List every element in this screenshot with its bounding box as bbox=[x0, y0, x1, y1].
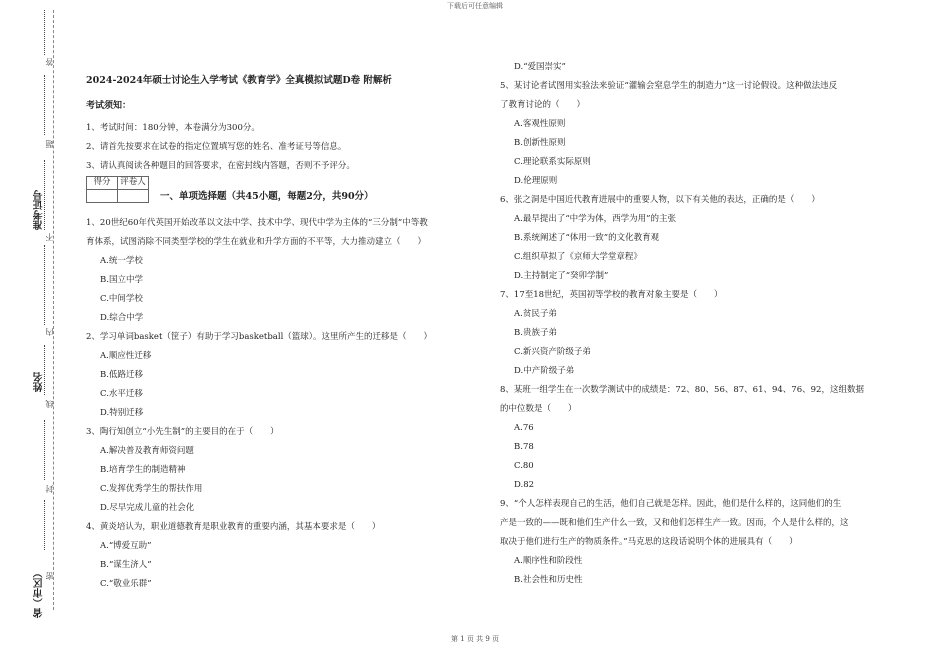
question-text: 9、“个人怎样表现自己的生活，他们自己就是怎样。因此，他们是什么样的，这同他们的生 bbox=[500, 499, 842, 509]
question-option[interactable]: B.“谋生济人” bbox=[100, 559, 152, 570]
question-option[interactable]: A.最早提出了“中学为体，西学为用”的主张 bbox=[514, 214, 677, 224]
notice-item: 2、请首先按要求在试卷的指定位置填写您的姓名、准考证号等信息。 bbox=[86, 141, 347, 152]
question-option[interactable]: D.特别迁移 bbox=[100, 407, 144, 418]
question-text: 2、学习单词basket（筐子）有助于学习basketball（篮球）。这里所产生的迁移是（ ） bbox=[86, 331, 433, 342]
left-question-list bbox=[86, 214, 486, 594]
question-option[interactable]: D.尽早完成儿童的社会化 bbox=[100, 502, 195, 513]
page-title: 2024-2024年硕士讨论生入学考试《教育学》全真模拟试题D卷 附解析 bbox=[86, 75, 392, 86]
seal-char: 封 bbox=[45, 485, 54, 493]
notice-heading: 考试须知： bbox=[86, 100, 132, 111]
question-text: 产是一致的——既和他们生产什么一致，又和他们怎样生产一致。因而，个人是什么样的，这 bbox=[500, 518, 849, 528]
question-option[interactable]: D.伦理原则 bbox=[514, 176, 558, 186]
question-text: 4、黄炎培认为，职业道德教育是职业教育的重要内涵，其基本要求是（ ） bbox=[86, 521, 381, 532]
score-header: 得分 bbox=[87, 176, 118, 189]
question-text: 6、张之洞是中国近代教育进展中的重要人物，以下有关他的表达，正确的是（ ） bbox=[500, 195, 820, 205]
binding-strip bbox=[0, 0, 70, 671]
question-text: 的中位数是（ ） bbox=[500, 404, 577, 414]
question-option[interactable]: D.中产阶级子弟 bbox=[514, 366, 575, 376]
seal-char: 不 bbox=[45, 233, 54, 241]
question bbox=[500, 191, 910, 286]
question-text: 8、某班一组学生在一次数学测试中的成绩是：72、80、56、87、61、94、76、92，这组数据 bbox=[500, 385, 864, 395]
name-label: 姓名 bbox=[34, 372, 45, 392]
score-cell[interactable] bbox=[87, 189, 118, 202]
question-option[interactable]: C.“敬业乐群” bbox=[100, 578, 152, 589]
question-option[interactable]: D.综合中学 bbox=[100, 312, 144, 323]
question bbox=[86, 423, 486, 518]
score-table bbox=[86, 176, 149, 203]
question-option[interactable]: C.理论联系实际原则 bbox=[514, 157, 591, 167]
question-option[interactable]: A.统一学校 bbox=[100, 255, 143, 266]
question-option[interactable]: D.主持制定了“癸卯学制” bbox=[514, 271, 609, 281]
notice-item: 1、考试时间：180分钟，本卷满分为300分。 bbox=[86, 122, 260, 133]
notice-list bbox=[86, 119, 486, 176]
question bbox=[500, 381, 910, 495]
right-column bbox=[500, 58, 910, 590]
question-option[interactable]: C.新兴资产阶级子弟 bbox=[514, 347, 591, 357]
grader-cell[interactable] bbox=[118, 189, 149, 202]
question-option[interactable]: D.82 bbox=[514, 480, 535, 490]
question-option[interactable]: C.组织草拟了《京师大学堂章程》 bbox=[514, 252, 642, 262]
question-option[interactable]: B.社会性和历史性 bbox=[514, 575, 583, 585]
question-text: 1、20世纪60年代英国开始改革以文法中学、技术中学、现代中学为主体的“三分制”中等教 bbox=[86, 217, 428, 228]
seal-line bbox=[53, 10, 54, 610]
question bbox=[86, 214, 486, 328]
question-option[interactable]: A.客观性原则 bbox=[514, 119, 566, 129]
seal-dash bbox=[44, 10, 45, 55]
seal-dash bbox=[44, 500, 45, 550]
exam-number-label: 准考证号 bbox=[34, 190, 45, 230]
seal-dash bbox=[44, 420, 45, 480]
top-note: 下载后可任意编辑 bbox=[447, 2, 503, 10]
question bbox=[500, 77, 910, 191]
question-option[interactable]: B.系统阐述了“体用一致”的文化教育观 bbox=[514, 233, 660, 243]
section-heading: 一、单项选择题（共45小题，每题2分，共90分） bbox=[160, 190, 374, 202]
seal-char: 答 bbox=[45, 58, 54, 66]
question bbox=[86, 328, 486, 423]
question-option[interactable]: A.顺序性和阶段性 bbox=[514, 556, 583, 566]
question bbox=[86, 518, 486, 594]
question-option[interactable]: A.76 bbox=[514, 423, 534, 433]
question-option[interactable]: C.水平迁移 bbox=[100, 388, 143, 399]
question-option[interactable]: A.“博爱互助” bbox=[100, 540, 152, 551]
question bbox=[500, 286, 910, 381]
question-text: 3、陶行知创立“小先生制”的主要目的在于（ ） bbox=[86, 426, 279, 437]
seal-char: 内 bbox=[45, 328, 54, 336]
question-text: 取决于他们进行生产的物质条件。”马克思的这段话说明个体的进展具有（ ） bbox=[500, 537, 798, 547]
question-text: 7、17至18世纪，英国初等学校的教育对象主要是（ ） bbox=[500, 290, 723, 300]
province-label: 省（市区） bbox=[34, 568, 45, 618]
grader-header: 评卷人 bbox=[118, 176, 149, 189]
question-option[interactable]: B.培育学生的制造精神 bbox=[100, 464, 186, 475]
question-option[interactable]: C.中间学校 bbox=[100, 293, 143, 304]
page-number: 第 1 页 共 9 页 bbox=[450, 635, 500, 643]
question-option[interactable]: B.创新性原则 bbox=[514, 138, 566, 148]
question-option[interactable]: C.80 bbox=[514, 461, 534, 471]
left-column bbox=[86, 76, 486, 594]
question-option[interactable]: A.贫民子弟 bbox=[514, 309, 557, 319]
seal-dash bbox=[44, 75, 45, 135]
seal-char: 题 bbox=[45, 140, 54, 148]
notice-item: 3、请认真阅读各种题目的回答要求，在密封线内答题，否则不予评分。 bbox=[86, 160, 355, 171]
question-option[interactable]: D.“爱国崇实” bbox=[514, 62, 566, 72]
question-text: 5、某讨论者试图用实验法来验证“灌输会窒息学生的制造力”这一讨论假设。这种做法违反 bbox=[500, 81, 838, 91]
question-option[interactable]: B.国立中学 bbox=[100, 274, 143, 285]
question-option[interactable]: B.贵族子弟 bbox=[514, 328, 557, 338]
question-option[interactable]: B.78 bbox=[514, 442, 534, 452]
seal-dash bbox=[44, 245, 45, 325]
seal-char: 线 bbox=[45, 400, 54, 408]
question-text: 了教育讨论的（ ） bbox=[500, 100, 586, 110]
question-text: 育体系，试图消除不同类型学校的学生在就业和升学方面的不平等，大力推动建立（ ） bbox=[86, 236, 427, 247]
question-option[interactable]: C.发挥优秀学生的帮扶作用 bbox=[100, 483, 203, 494]
question bbox=[500, 495, 910, 590]
question-option[interactable]: A.顺应性迁移 bbox=[100, 350, 152, 361]
score-area bbox=[86, 176, 486, 206]
right-question-list bbox=[500, 77, 910, 590]
question-option[interactable]: B.低路迁移 bbox=[100, 369, 143, 380]
question-option[interactable]: A.解决普及教育师资问题 bbox=[100, 445, 194, 456]
seal-char: 密 bbox=[45, 572, 54, 580]
